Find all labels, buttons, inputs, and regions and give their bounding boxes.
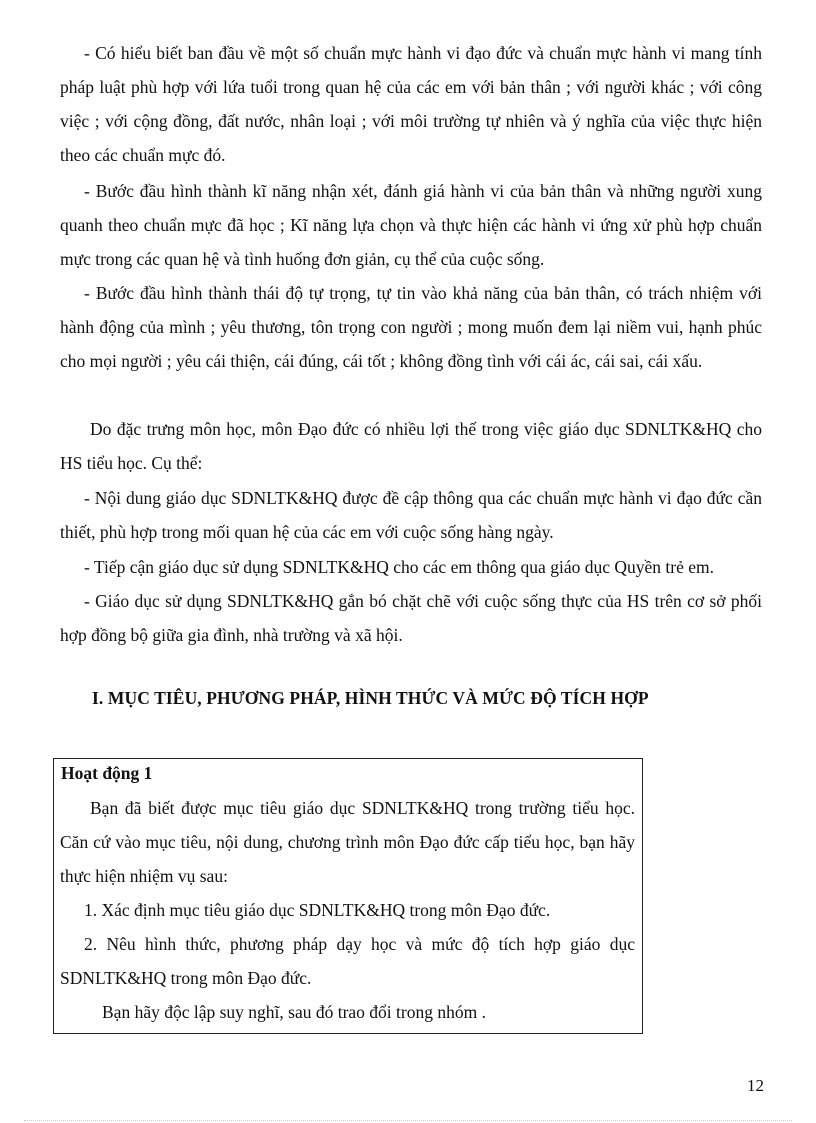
activity-paragraph-1: Bạn đã biết được mục tiêu giáo dục SDNLTK&HQ trong trường tiểu học. Căn cứ vào mục tiêu, nội dung, chương trình môn Đạo đức cấp tiểu học, bạn hãy thực hiện nhiệm vụ sau: [60, 798, 635, 886]
activity-task-2: 2. Nêu hình thức, phương pháp dạy học và mức độ tích hợp giáo dục SDNLTK&HQ trong môn Đạo đức. [60, 934, 635, 988]
activity-task-1: 1. Xác định mục tiêu giáo dục SDNLTK&HQ trong môn Đạo đức. [84, 900, 551, 920]
section-heading: I. MỤC TIÊU, PHƯƠNG PHÁP, HÌNH THỨC VÀ MỨC ĐỘ TÍCH HỢP [92, 688, 649, 708]
body-paragraph-6: - Tiếp cận giáo dục sử dụng SDNLTK&HQ cho các em thông qua giáo dục Quyền trẻ em. [84, 557, 714, 577]
page-number: 12 [747, 1076, 764, 1095]
body-paragraph-1: - Có hiểu biết ban đầu về một số chuẩn mực hành vi đạo đức và chuẩn mực hành vi mang tính pháp luật phù hợp với lứa tuổi trong quan hệ của các em với bản thân ; với người khác ; với công việc ; với cộng đồng, đất nước, nhân loại ; với môi trường tự nhiên và ý nghĩa của việc thực hiện theo các chuẩn mực đó. [60, 43, 762, 165]
body-paragraph-2: - Bước đầu hình thành kĩ năng nhận xét, đánh giá hành vi của bản thân và những người xung quanh theo chuẩn mực đã học ; Kĩ năng lựa chọn và thực hiện các hành vi ứng xử phù hợp chuẩn mực trong các quan hệ và tình huống đơn giản, cụ thể của cuộc sống. [60, 181, 762, 269]
body-paragraph-4: Do đặc trưng môn học, môn Đạo đức có nhiều lợi thế trong việc giáo dục SDNLTK&HQ cho HS tiểu học. Cụ thể: [60, 419, 762, 473]
body-paragraph-5: - Nội dung giáo dục SDNLTK&HQ được đề cập thông qua các chuẩn mực hành vi đạo đức cần thiết, phù hợp trong mối quan hệ của các em với cuộc sống hàng ngày. [60, 488, 762, 542]
footer-divider [24, 1120, 792, 1121]
body-paragraph-7: - Giáo dục sử dụng SDNLTK&HQ gắn bó chặt chẽ với cuộc sống thực của HS trên cơ sở phối hợp đồng bộ giữa gia đình, nhà trường và xã hội. [60, 591, 762, 645]
activity-title: Hoạt động 1 [61, 763, 153, 783]
activity-instruction: Bạn hãy độc lập suy nghĩ, sau đó trao đổi trong nhóm . [102, 1002, 486, 1022]
activity-box [53, 758, 643, 1034]
body-paragraph-3: - Bước đầu hình thành thái độ tự trọng, tự tin vào khả năng của bản thân, có trách nhiệm với hành động của mình ; yêu thương, tôn trọng con người ; mong muốn đem lại niềm vui, hạnh phúc cho mọi người ; yêu cái thiện, cái đúng, cái tốt ; không đồng tình với cái ác, cái sai, cái xấu. [60, 283, 762, 371]
